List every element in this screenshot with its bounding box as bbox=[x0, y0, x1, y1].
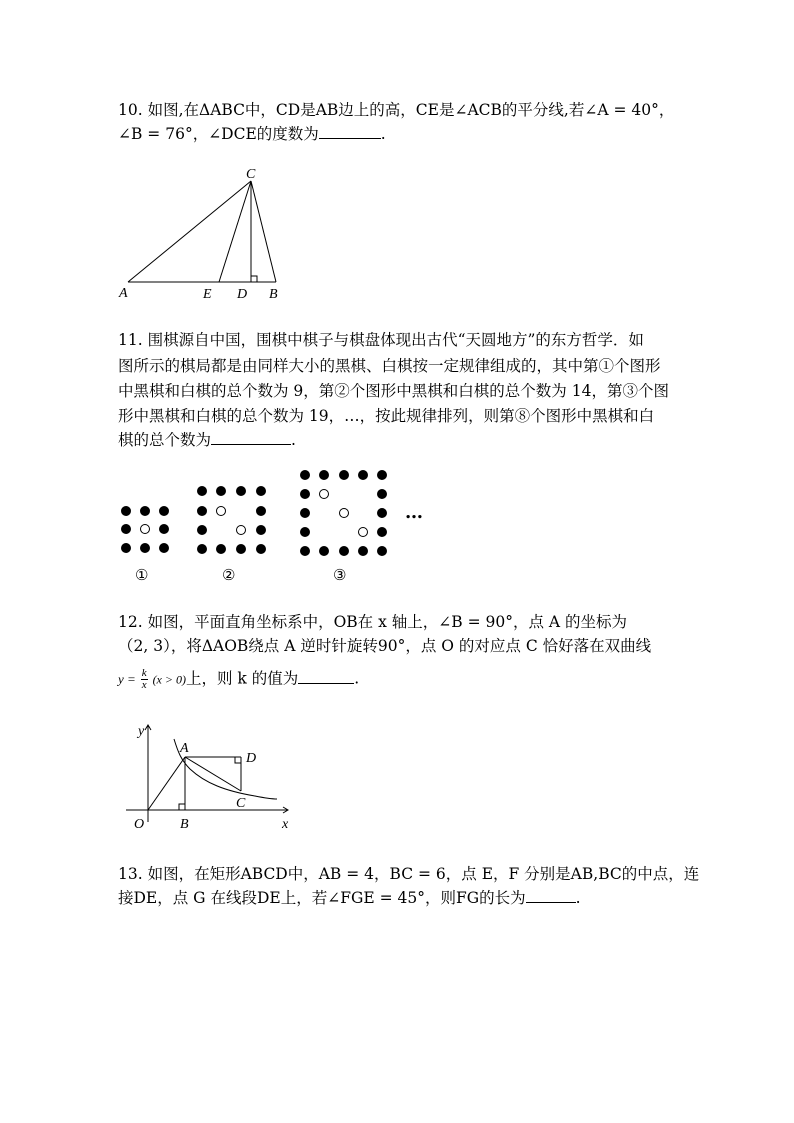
q11-line-2: 图所示的棋局都是由同样大小的黑棋、白棋按一定规律组成的，其中第①个图形 bbox=[118, 357, 661, 375]
q11-line-5-text: 棋的总个数为 bbox=[118, 431, 212, 449]
q12-hyperbola-y: y = bbox=[118, 671, 136, 687]
q12-label-c: C bbox=[236, 796, 246, 811]
q12-right-angle-b bbox=[179, 804, 185, 810]
q12-fraction-den: x bbox=[141, 679, 147, 691]
q11-figure-label-2: ② bbox=[222, 566, 236, 584]
q10-label-b: B bbox=[269, 287, 278, 302]
q10-label-d: D bbox=[237, 287, 248, 302]
q10-line-2-end: . bbox=[380, 125, 386, 143]
q12-label-o: O bbox=[134, 817, 145, 832]
q13-line-1: 13. 如图，在矩形ABCD中，AB = 4，BC = 6，点 E，F 分别是AB,BC的中点，连 bbox=[118, 865, 700, 883]
q11-line-4: 形中黑棋和白棋的总个数为 19，…，按此规律排列，则第⑧个图形中黑棋和白 bbox=[118, 407, 655, 425]
q12-hyperbola-curve bbox=[174, 739, 277, 799]
q13-answer-blank bbox=[526, 888, 576, 903]
q12-line-3-end: . bbox=[354, 669, 360, 688]
q12-label-a: A bbox=[180, 741, 189, 756]
q13-line-2-end: . bbox=[575, 889, 581, 907]
q12-segment-oa bbox=[148, 757, 185, 810]
q10-line-2-text: ∠B = 76°，∠DCE的度数为 bbox=[118, 125, 319, 143]
q12-right-angle-d bbox=[235, 757, 241, 763]
q12-label-y: y bbox=[138, 724, 145, 739]
q13-line-2-text: 接DE，点 G 在线段DE上，若∠FGE = 45°，则FG的长为 bbox=[118, 889, 526, 907]
q11-figure-label-3: ③ bbox=[333, 566, 347, 584]
q12-condition: (x > 0) bbox=[152, 672, 186, 687]
q10-label-a: A bbox=[119, 286, 128, 301]
q12-line-3-text: 上，则 k 的值为 bbox=[185, 669, 299, 688]
q13-line-2 bbox=[118, 888, 581, 908]
q10-label-c: C bbox=[246, 167, 256, 182]
q12-label-x: x bbox=[282, 817, 289, 832]
q12-label-b: B bbox=[180, 817, 189, 832]
q11-figure-label-1: ① bbox=[135, 566, 149, 584]
q10-line-1: 10. 如图,在ΔABC中，CD是AB边上的高，CE是∠ACB的平分线,若∠A = 40°， bbox=[118, 101, 675, 119]
q10-label-e: E bbox=[203, 287, 212, 302]
q12-label-d: D bbox=[246, 751, 257, 766]
q12-fraction-num: k bbox=[141, 667, 147, 679]
q11-ellipsis: … bbox=[405, 502, 423, 523]
q11-line-1: 11. 围棋源自中国，围棋中棋子与棋盘体现出古代“天圆地方”的东方哲学．如 bbox=[118, 331, 644, 349]
q12-line-1: 12. 如图，平面直角坐标系中，OB在 x 轴上，∠B = 90°，点 A 的坐标为 bbox=[118, 613, 628, 631]
q11-line-3: 中黑棋和白棋的总个数为 9，第②个图形中黑棋和白棋的总个数为 14，第③个图 bbox=[118, 382, 669, 400]
q11-line-5-end: . bbox=[291, 431, 296, 449]
q12-segment-ac bbox=[185, 757, 241, 791]
q12-line-2: （2, 3），将ΔAOB绕点 A 逆时针旋转90°，点 O 的对应点 C 恰好落在双曲线 bbox=[118, 637, 652, 655]
